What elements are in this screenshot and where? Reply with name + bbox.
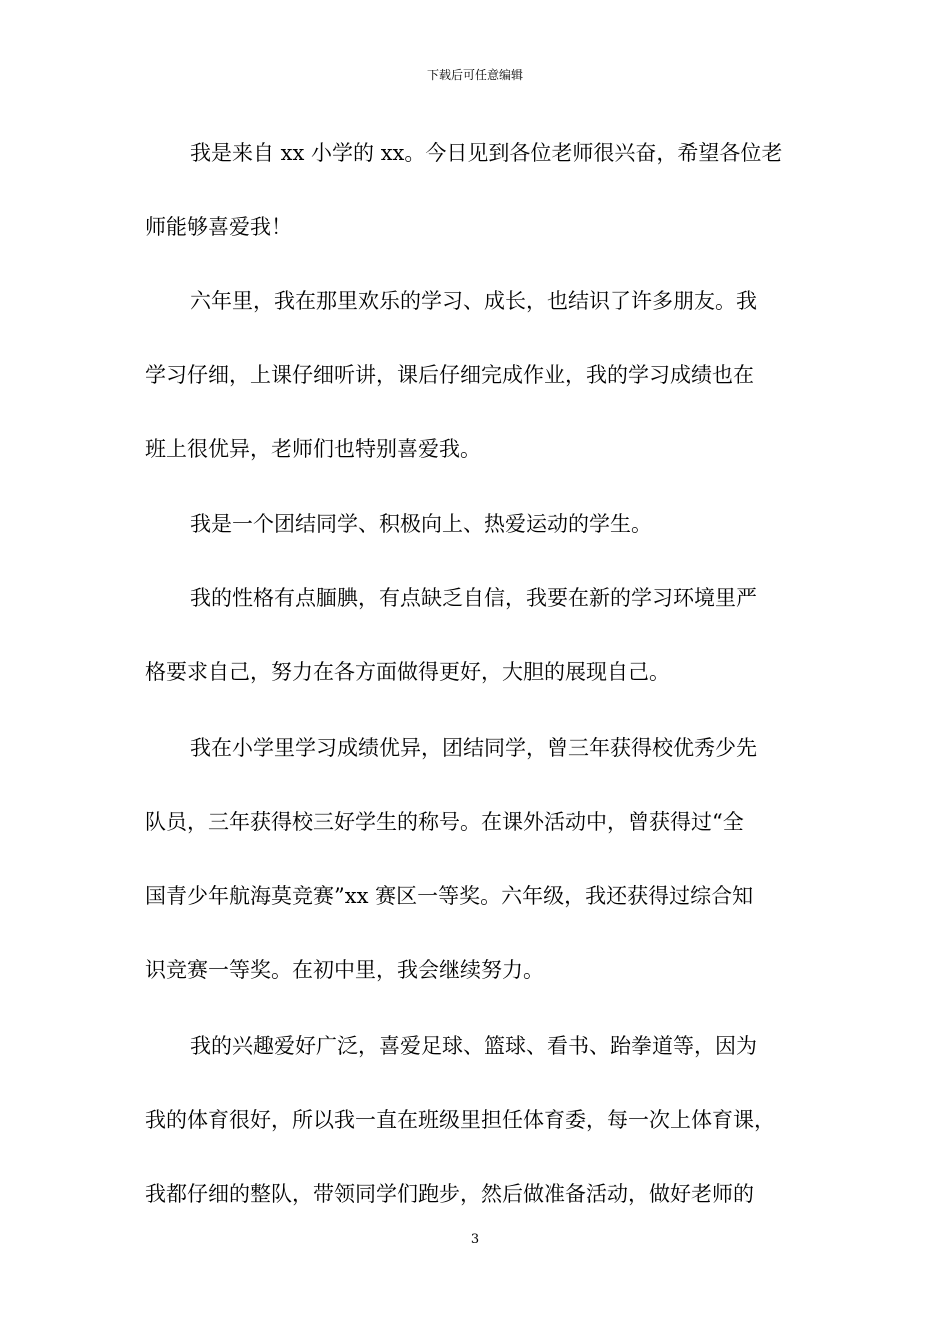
page-number: 3	[470, 1232, 480, 1247]
paragraph-6-line-1: 我的兴趣爱好广泛，喜爱足球、篮球、看书、跆拳道等，因为	[190, 1034, 757, 1058]
paragraph-5-line-4: 识竞赛一等奖。在初中里，我会继续努力。	[145, 958, 544, 982]
paragraph-4-line-2: 格要求自己，努力在各方面做得更好，大胆的展现自己。	[145, 660, 670, 684]
paragraph-5-line-1: 我在小学里学习成绩优异，团结同学，曾三年获得校优秀少先	[190, 736, 757, 760]
paragraph-1-line-2: 师能够喜爱我！	[145, 215, 292, 239]
paragraph-4-line-1: 我的性格有点腼腆，有点缺乏自信，我要在新的学习环境里严	[190, 586, 757, 610]
paragraph-6-line-2: 我的体育很好，所以我一直在班级里担任体育委，每一次上体育课，	[145, 1108, 775, 1132]
paragraph-6-line-3: 我都仔细的整队，带领同学们跑步，然后做准备活动，做好老师的	[145, 1182, 754, 1206]
paragraph-2-line-3: 班上很优异，老师们也特别喜爱我。	[145, 437, 481, 461]
paragraph-1-line-1: 我是来自 xx 小学的 xx。今日见到各位老师很兴奋，希望各位老	[190, 141, 783, 165]
paragraph-5-line-2: 队员，三年获得校三好学生的称号。在课外活动中，曾获得过“全	[145, 810, 744, 834]
paragraph-3-line-1: 我是一个团结同学、积极向上、热爱运动的学生。	[190, 512, 652, 536]
paragraph-2-line-2: 学习仔细，上课仔细听讲，课后仔细完成作业，我的学习成绩也在	[145, 363, 754, 387]
page-header: 下载后可任意编辑	[426, 68, 523, 82]
paragraph-2-line-1: 六年里，我在那里欢乐的学习、成长，也结识了许多朋友。我	[190, 289, 757, 313]
paragraph-5-line-3: 国青少年航海莫竞赛”xx 赛区一等奖。六年级，我还获得过综合知	[145, 884, 754, 908]
